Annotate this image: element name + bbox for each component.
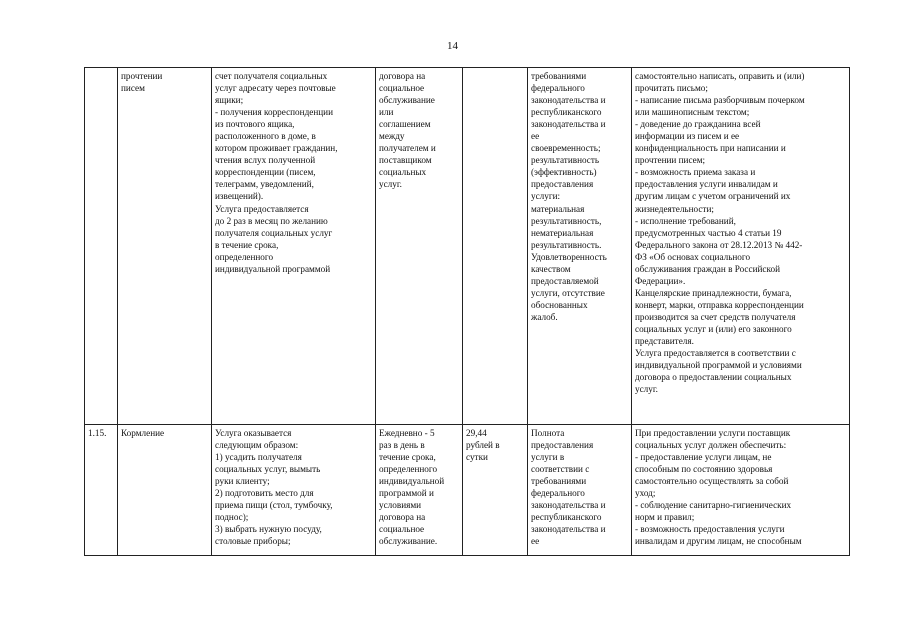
cell-line: определенного [379,464,438,475]
cell-line: получателя социальных услуг [215,227,333,238]
cell-line: обоснованных [531,299,588,310]
cell-line: прочтении писем; [635,155,706,166]
cell-line: предоставления [531,440,594,451]
cell-line: услуг адресату через почтовые [215,83,336,94]
cell-line: ее [531,536,540,547]
cell-line: инвалидам и другим лицам, не способным [635,536,802,547]
cell-description [212,68,376,425]
cell-line: поднос); [215,512,249,523]
cell-line: требованиями [531,71,587,81]
cell-line: представителя. [635,336,694,347]
cell-quality-indicators [528,425,632,556]
cell-line: социальных услуг, вымыть [215,464,321,475]
cell-line: обслуживание. [379,536,438,547]
cell-line: требованиями [531,476,587,487]
cell-number [85,68,118,425]
cell-line: социальных услуг и (или) его законного [635,323,792,334]
cell-line: федерального [531,488,585,499]
cell-line: Услуга оказывается [215,428,292,438]
cell-line: ее [531,131,540,142]
cell-line: между [379,131,405,142]
cell-line: самостоятельно написать, оправить и (или) [635,71,805,81]
cell-line: извещений). [215,191,264,202]
cell-line: приема пищи (стол, тумбочку, [215,500,333,511]
cell-line: Федерального закона от 28.12.2013 № 442- [635,239,803,250]
cell-line: предоставления услуги инвалидам и [635,179,778,190]
cell-term [376,425,463,556]
cell-term [376,68,463,425]
cell-description [212,425,376,556]
cell-service-name [118,425,212,556]
cell-line: услуги: [531,191,561,202]
cell-line: услуг. [635,384,658,395]
cell-line: результативность. [531,239,602,250]
cell-line: Услуга предоставляется [215,203,309,214]
cell-line: индивидуальной программой и условиями [635,360,802,371]
cell-line: столовые приборы; [215,536,291,547]
cell-line: услуг. [379,179,402,190]
cell-line: условиями [379,500,422,511]
cell-line: договора о предоставлении социальных [635,372,792,383]
cell-line: нематериальная [531,227,594,238]
cell-line: 29,44 [466,428,487,438]
cell-line: конверт, марки, отправка корреспонденции [635,299,804,310]
cell-line: обслуживания граждан в Российской [635,263,780,274]
cell-line: предоставляемой [531,275,599,286]
cell-line: федерального [531,83,585,94]
cell-line: - возможность приема заказа и [635,167,756,178]
cell-line: из почтового ящика, [215,119,295,130]
cell-line: услуги, отсутствие [531,287,605,298]
cell-line: производится за счет средств получателя [635,311,796,322]
cell-line: Полнота [531,428,565,438]
cell-line: услуги в [531,452,565,463]
cell-line: или машинописным текстом; [635,107,750,118]
cell-line: до 2 раз в месяц по желанию [215,215,328,226]
cell-line: При предоставлении услуги поставщик [635,428,791,438]
cell-line: прочитать письмо; [635,83,708,94]
cell-line: другим лицам с учетом ограничений их [635,191,791,202]
cell-line: - получения корреспонденции [215,107,333,118]
cell-line: Федерации». [635,275,686,286]
cell-line: писем [121,83,145,94]
cell-line: определенного [215,251,274,262]
cell-line: договора на [379,512,426,523]
cell-line: 2) подготовить место для [215,488,314,499]
cell-line: 1) усадить получателя [215,452,302,463]
cell-conditions [632,425,850,556]
cell-line: своевременность; [531,143,601,154]
cell-line: ящики; [215,95,244,106]
table-row [85,68,850,425]
cell-quality-indicators [528,68,632,425]
cell-line: качеством [531,263,571,274]
cell-line: способным по состоянию здоровья [635,464,773,475]
cell-line: законодательства и [531,524,606,535]
cell-line: чтения вслух полученной [215,155,316,166]
cell-tariff [463,425,528,556]
cell-line: в течение срока, [215,239,279,250]
cell-line: счет получателя социальных [215,71,328,81]
services-table [84,67,850,556]
cell-line: материальная [531,203,585,214]
cell-line: или [379,107,394,118]
cell-line: республиканского [531,107,602,118]
cell-line: котором проживает гражданин, [215,143,338,154]
cell-line: сутки [466,452,488,463]
cell-line: законодательства и [531,500,606,511]
cell-number: 1.15. [85,425,118,556]
cell-tariff [463,68,528,425]
cell-conditions [632,68,850,425]
cell-line: - возможность предоставления услуги [635,524,785,535]
cell-line: договора на [379,71,426,81]
cell-line: - написание письма разборчивым почерком [635,95,805,106]
cell-line: законодательства и [531,95,606,106]
cell-line: течение срока, [379,452,436,463]
cell-line: корреспонденции (писем, [215,167,316,178]
cell-line: социальных [379,167,427,178]
cell-line: - предоставление услуги лицам, не [635,452,772,463]
cell-line: социальных услуг должен обеспечить: [635,440,787,451]
page-number: 14 [447,40,458,52]
cell-line: ФЗ «Об основах социального [635,251,751,262]
cell-line: обслуживание [379,95,435,106]
cell-line: самостоятельно осуществлять за собой [635,476,789,487]
cell-line: соглашением [379,119,431,130]
cell-line: Канцелярские принадлежности, бумага, [635,287,792,298]
cell-line: расположенного в доме, в [215,131,316,142]
cell-line: - доведение до гражданина всей [635,119,761,130]
cell-line: жизнедеятельности; [635,203,714,214]
cell-line: социальное [379,83,425,94]
cell-line: конфиденциальность при написании и [635,143,786,154]
cell-line: предоставления [531,179,594,190]
cell-line: Кормление [121,428,165,438]
cell-line: законодательства и [531,119,606,130]
cell-line: Удовлетворенность [531,251,607,262]
cell-line: результативность, [531,215,602,226]
cell-line: - соблюдение санитарно-гигиенических [635,500,792,511]
cell-line: Услуга предоставляется в соответствии с [635,348,796,359]
cell-service-name [118,68,212,425]
cell-line: предусмотренных частью 4 статьи 19 [635,227,782,238]
cell-line: социальное [379,524,425,535]
cell-line: информации из писем и ее [635,131,740,142]
cell-line: программой и [379,488,434,499]
cell-line: следующим образом: [215,440,299,451]
cell-line: результативность [531,155,600,166]
cell-line: получателем и [379,143,436,154]
cell-line: норм и правил; [635,512,695,523]
cell-line: уход; [635,488,656,499]
cell-line: раз в день в [379,440,425,451]
cell-line: поставщиком [379,155,432,166]
cell-line: (эффективность) [531,167,597,178]
cell-line: жалоб. [531,311,558,322]
cell-line: руки клиенту; [215,476,270,487]
cell-line: Ежедневно - 5 [379,428,435,438]
cell-line: республиканского [531,512,602,523]
cell-line: 3) выбрать нужную посуду, [215,524,322,535]
cell-line: индивидуальной [379,476,445,487]
cell-line: прочтении [121,71,163,81]
cell-line: телеграмм, уведомлений, [215,179,314,190]
table-row [85,425,850,556]
cell-line: рублей в [466,440,500,451]
cell-line: индивидуальной программой [215,263,331,274]
cell-line: - исполнение требований, [635,215,736,226]
cell-line: соответствии с [531,464,590,475]
